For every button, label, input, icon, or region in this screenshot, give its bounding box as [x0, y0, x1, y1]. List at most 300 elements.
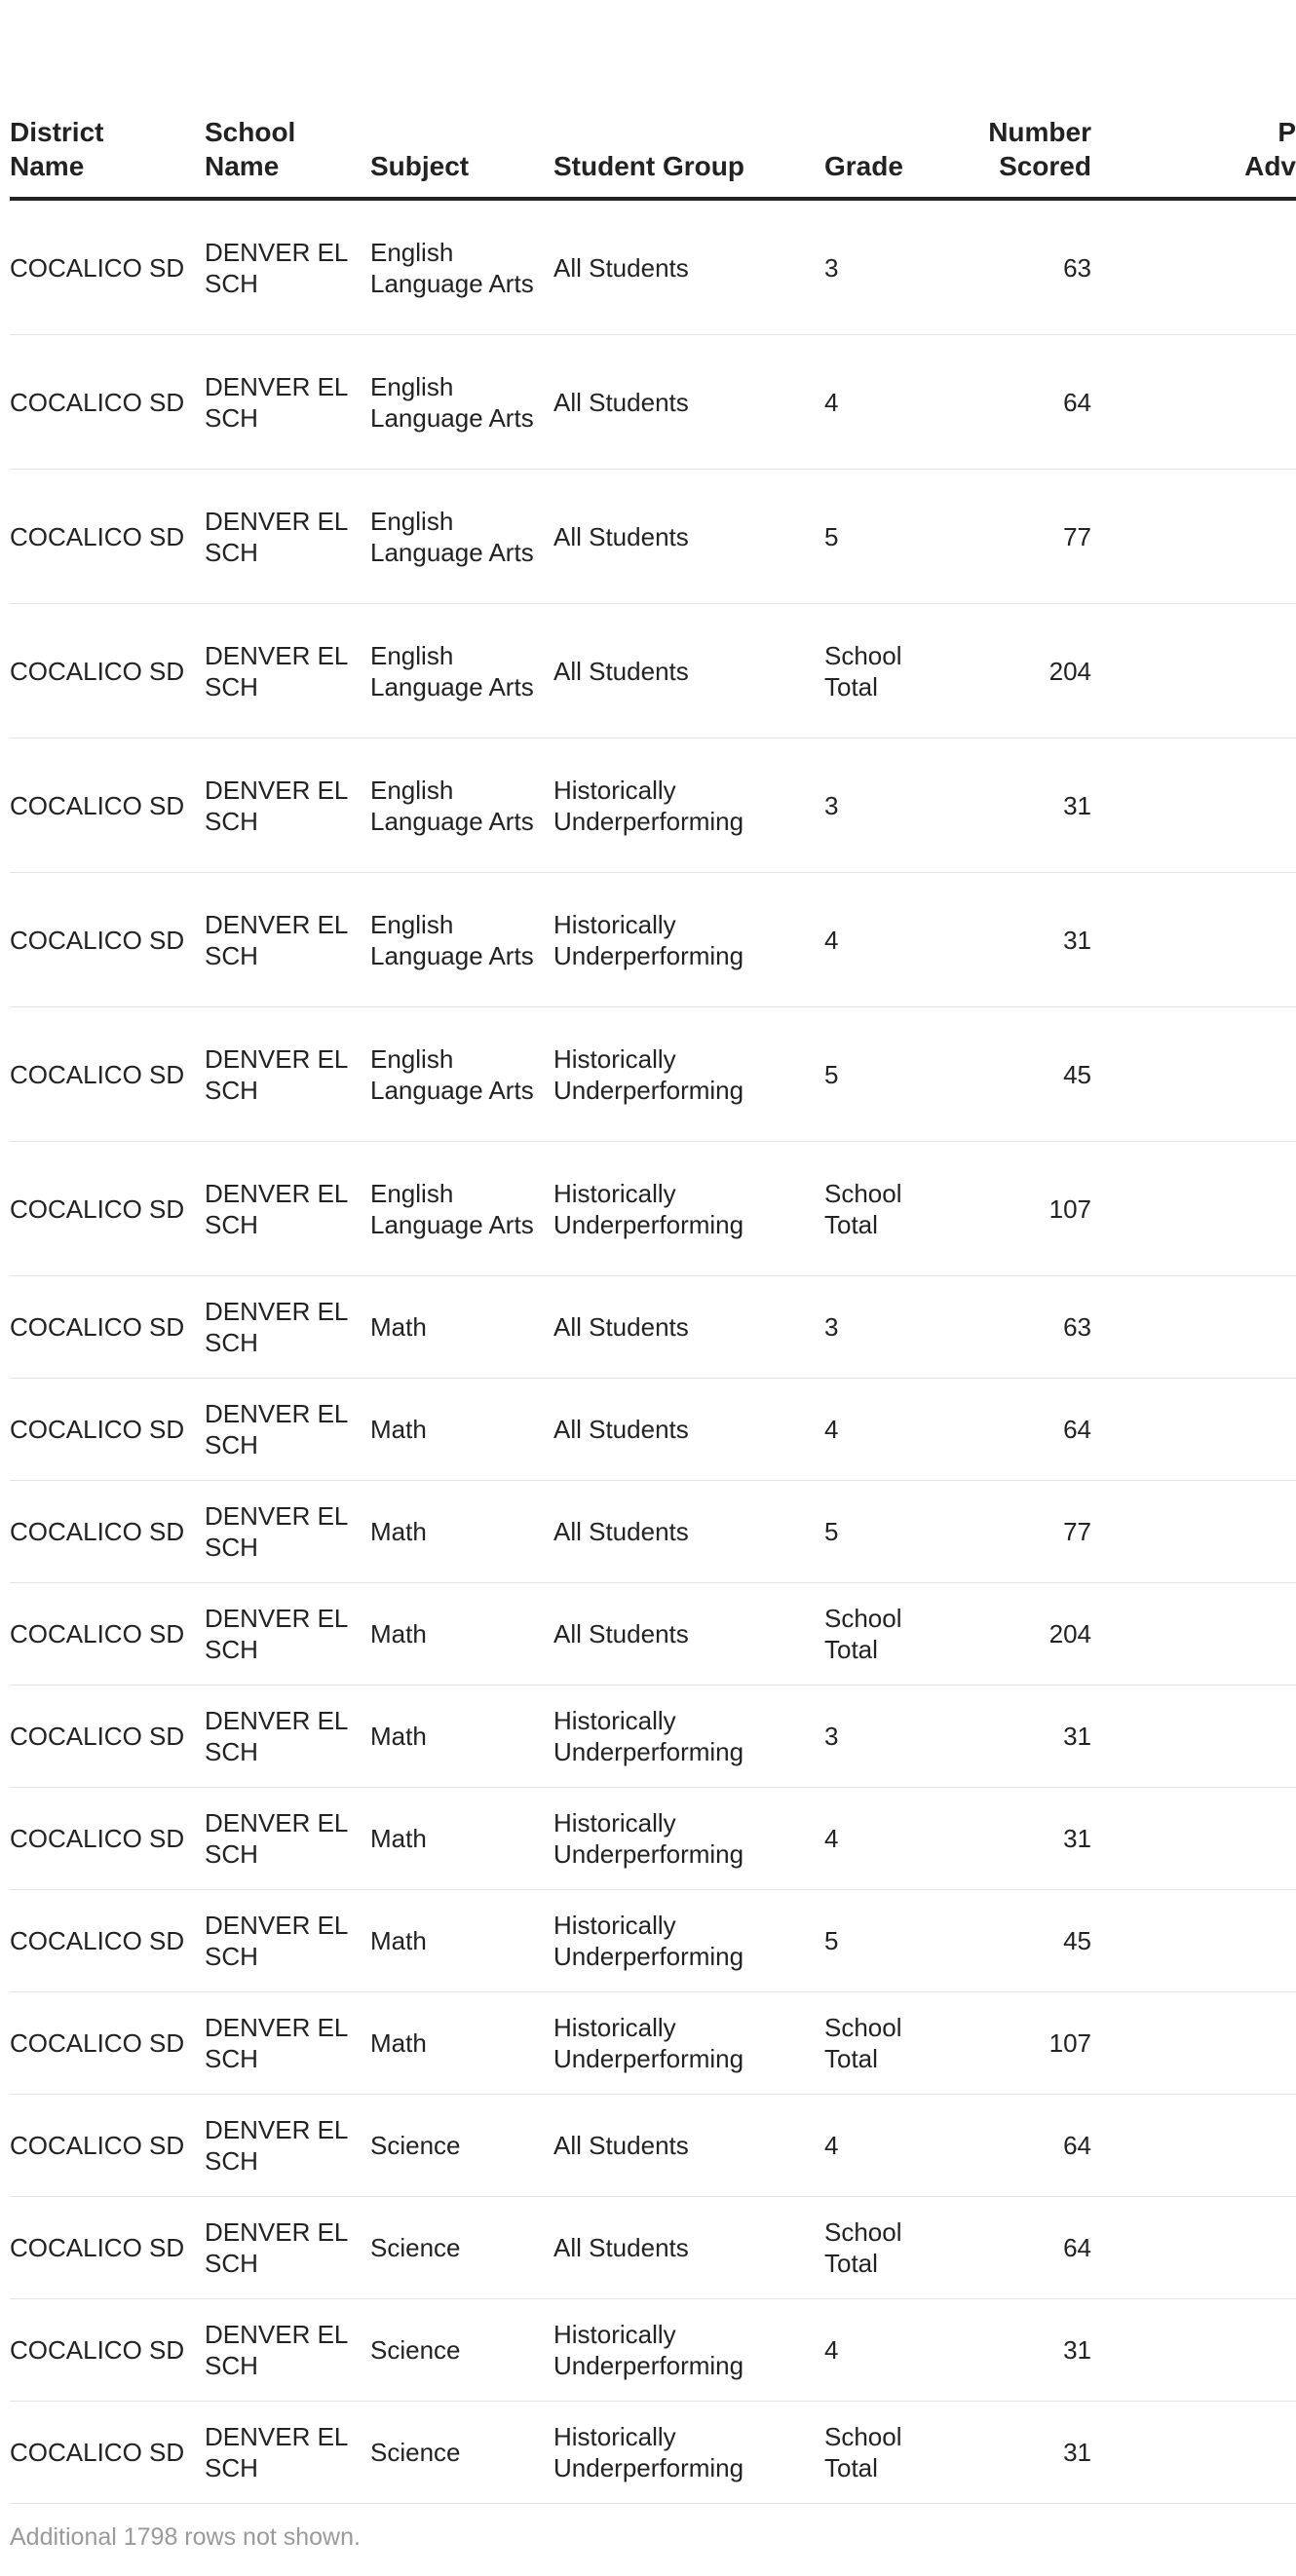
cell-subject	[370, 1142, 553, 1276]
cell-value: 204	[1048, 656, 1091, 686]
cell-school-name	[205, 1007, 370, 1142]
cell-grade	[824, 2197, 969, 2299]
table-row	[10, 1890, 1296, 1992]
table-row	[10, 1686, 1296, 1788]
cell-school-name	[205, 604, 370, 739]
cell-value: COCALICO SD	[10, 387, 185, 417]
table-row	[10, 1276, 1296, 1379]
cell-value: 4	[824, 1415, 839, 1444]
cell-value: 31	[1063, 790, 1091, 820]
cell-student-group	[553, 199, 824, 335]
cell-value: Math	[370, 1824, 427, 1853]
cell-school-name	[205, 873, 370, 1007]
cell-value: 77	[1063, 1517, 1091, 1546]
cell-student-group	[553, 2402, 824, 2504]
cell-value: 31	[1063, 2335, 1091, 2365]
cell-subject	[370, 604, 553, 739]
cell-district-name	[10, 604, 205, 739]
cell-subject	[370, 2197, 553, 2299]
cell-value: Science	[370, 2438, 461, 2467]
cell-district-name	[10, 2299, 205, 2402]
cell-value: Math	[370, 1722, 427, 1751]
cell-number-scored	[969, 1583, 1091, 1686]
cell-value: All Students	[553, 1517, 689, 1546]
cell-value: COCALICO SD	[10, 1619, 185, 1648]
column-header-truncated	[1091, 107, 1296, 199]
cell-truncated	[1091, 739, 1296, 873]
cell-grade	[824, 2095, 969, 2197]
cell-value: COCALICO SD	[10, 2335, 185, 2365]
cell-value: 4	[824, 2335, 839, 2365]
cell-value: Historically Underperforming	[553, 1808, 744, 1869]
cell-district-name	[10, 2095, 205, 2197]
cell-value: 4	[824, 2131, 839, 2160]
cell-number-scored	[969, 2299, 1091, 2402]
cell-grade	[824, 1992, 969, 2095]
cell-value: DENVER EL SCH	[205, 640, 348, 701]
cell-subject	[370, 1992, 553, 2095]
column-header-label: Number Scored	[988, 117, 1091, 181]
cell-value: Science	[370, 2131, 461, 2160]
cell-value: School Total	[824, 1178, 902, 1239]
cell-subject	[370, 1788, 553, 1890]
cell-value: DENVER EL SCH	[205, 1911, 348, 1971]
cell-value: Historically Underperforming	[553, 1178, 744, 1239]
cell-grade	[824, 1481, 969, 1583]
cell-value: DENVER EL SCH	[205, 2217, 348, 2278]
cell-grade	[824, 739, 969, 873]
column-header-number-scored	[969, 107, 1091, 199]
cell-value: 63	[1063, 1312, 1091, 1342]
cell-value: 4	[824, 387, 839, 417]
cell-grade	[824, 470, 969, 604]
cell-district-name	[10, 199, 205, 335]
cell-number-scored	[969, 1276, 1091, 1379]
cell-value: English Language Arts	[370, 909, 534, 970]
cell-grade	[824, 1276, 969, 1379]
cell-truncated	[1091, 199, 1296, 335]
cell-subject	[370, 2299, 553, 2402]
cell-value: DENVER EL SCH	[205, 1043, 348, 1105]
table-row	[10, 470, 1296, 604]
cell-number-scored	[969, 335, 1091, 470]
cell-value: COCALICO SD	[10, 1824, 185, 1853]
cell-value: Historically Underperforming	[553, 1706, 744, 1766]
cell-value: DENVER EL SCH	[205, 2320, 348, 2380]
cell-value: DENVER EL SCH	[205, 909, 348, 970]
cell-district-name	[10, 1481, 205, 1583]
cell-value: COCALICO SD	[10, 656, 185, 686]
cell-number-scored	[969, 1142, 1091, 1276]
cell-number-scored	[969, 1481, 1091, 1583]
cell-subject	[370, 2402, 553, 2504]
cell-student-group	[553, 1992, 824, 2095]
column-header-student-group	[553, 107, 824, 199]
column-header-subject	[370, 107, 553, 199]
cell-number-scored	[969, 2095, 1091, 2197]
table-row	[10, 2197, 1296, 2299]
cell-value: DENVER EL SCH	[205, 1297, 348, 1357]
cell-student-group	[553, 604, 824, 739]
cell-value: DENVER EL SCH	[205, 506, 348, 567]
cell-student-group	[553, 1379, 824, 1481]
rows-not-shown-note: Additional 1798 rows not shown.	[10, 2523, 361, 2551]
cell-number-scored	[969, 1890, 1091, 1992]
cell-value: All Students	[553, 1312, 689, 1342]
cell-school-name	[205, 1890, 370, 1992]
cell-school-name	[205, 2095, 370, 2197]
table-row	[10, 1583, 1296, 1686]
cell-district-name	[10, 470, 205, 604]
data-table	[10, 107, 1296, 2504]
cell-value: 64	[1063, 2131, 1091, 2160]
cell-value: Historically Underperforming	[553, 2320, 744, 2380]
cell-truncated	[1091, 1992, 1296, 2095]
cell-subject	[370, 470, 553, 604]
cell-value: 4	[824, 925, 839, 955]
table-row	[10, 873, 1296, 1007]
cell-value: Historically Underperforming	[553, 1043, 744, 1105]
cell-school-name	[205, 2197, 370, 2299]
cell-school-name	[205, 739, 370, 873]
column-header-label: School Name	[205, 117, 296, 181]
cell-value: 64	[1063, 387, 1091, 417]
cell-value: COCALICO SD	[10, 925, 185, 955]
cell-value: 31	[1063, 925, 1091, 955]
cell-district-name	[10, 873, 205, 1007]
table-row	[10, 2095, 1296, 2197]
cell-value: 77	[1063, 521, 1091, 551]
cell-value: 45	[1063, 1926, 1091, 1955]
cell-grade	[824, 1379, 969, 1481]
cell-student-group	[553, 1276, 824, 1379]
cell-value: COCALICO SD	[10, 1517, 185, 1546]
cell-subject	[370, 1890, 553, 1992]
column-header-school-name	[205, 107, 370, 199]
cell-truncated	[1091, 604, 1296, 739]
cell-subject	[370, 1583, 553, 1686]
cell-subject	[370, 873, 553, 1007]
cell-school-name	[205, 1276, 370, 1379]
cell-value: DENVER EL SCH	[205, 2115, 348, 2176]
cell-value: All Students	[553, 387, 689, 417]
cell-value: Science	[370, 2335, 461, 2365]
cell-value: DENVER EL SCH	[205, 1178, 348, 1239]
cell-student-group	[553, 470, 824, 604]
cell-subject	[370, 2095, 553, 2197]
cell-grade	[824, 2402, 969, 2504]
cell-school-name	[205, 1686, 370, 1788]
cell-value: All Students	[553, 656, 689, 686]
cell-value: All Students	[553, 521, 689, 551]
cell-value: DENVER EL SCH	[205, 1808, 348, 1869]
cell-value: COCALICO SD	[10, 1059, 185, 1089]
table-row	[10, 1379, 1296, 1481]
cell-value: Math	[370, 1619, 427, 1648]
cell-number-scored	[969, 1992, 1091, 2095]
cell-district-name	[10, 1379, 205, 1481]
cell-student-group	[553, 873, 824, 1007]
cell-truncated	[1091, 1276, 1296, 1379]
cell-number-scored	[969, 1379, 1091, 1481]
cell-value: All Students	[553, 2233, 689, 2262]
table-body	[10, 199, 1296, 2504]
cell-value: 5	[824, 1059, 839, 1089]
column-header-district-name	[10, 107, 205, 199]
table-row	[10, 2299, 1296, 2402]
cell-number-scored	[969, 199, 1091, 335]
column-header-grade	[824, 107, 969, 199]
cell-number-scored	[969, 1686, 1091, 1788]
cell-grade	[824, 1686, 969, 1788]
column-header-label: P Adv	[1244, 117, 1296, 181]
cell-value: 31	[1063, 1722, 1091, 1751]
cell-truncated	[1091, 1890, 1296, 1992]
cell-student-group	[553, 1583, 824, 1686]
cell-value: Historically Underperforming	[553, 2422, 744, 2482]
cell-student-group	[553, 1686, 824, 1788]
cell-student-group	[553, 739, 824, 873]
cell-value: 64	[1063, 1415, 1091, 1444]
cell-value: COCALICO SD	[10, 1926, 185, 1955]
cell-value: 5	[824, 1517, 839, 1546]
cell-subject	[370, 1379, 553, 1481]
cell-number-scored	[969, 739, 1091, 873]
cell-truncated	[1091, 2095, 1296, 2197]
cell-value: Math	[370, 1415, 427, 1444]
cell-grade	[824, 1788, 969, 1890]
cell-district-name	[10, 1788, 205, 1890]
cell-value: 63	[1063, 252, 1091, 283]
cell-number-scored	[969, 470, 1091, 604]
cell-grade	[824, 1583, 969, 1686]
cell-value: COCALICO SD	[10, 1193, 185, 1224]
cell-district-name	[10, 1007, 205, 1142]
cell-school-name	[205, 1583, 370, 1686]
cell-school-name	[205, 1379, 370, 1481]
table-row	[10, 739, 1296, 873]
cell-value: English Language Arts	[370, 1043, 534, 1105]
cell-truncated	[1091, 1686, 1296, 1788]
cell-truncated	[1091, 470, 1296, 604]
cell-value: Science	[370, 2233, 461, 2262]
column-header-label: Subject	[370, 151, 470, 181]
cell-value: English Language Arts	[370, 1178, 534, 1239]
cell-value: COCALICO SD	[10, 252, 185, 283]
cell-value: Math	[370, 1517, 427, 1546]
cell-truncated	[1091, 1142, 1296, 1276]
cell-value: English Language Arts	[370, 237, 534, 298]
cell-value: COCALICO SD	[10, 1415, 185, 1444]
cell-value: DENVER EL SCH	[205, 1501, 348, 1562]
cell-school-name	[205, 2299, 370, 2402]
cell-number-scored	[969, 604, 1091, 739]
cell-school-name	[205, 1481, 370, 1583]
cell-value: DENVER EL SCH	[205, 1604, 348, 1664]
cell-value: COCALICO SD	[10, 2233, 185, 2262]
cell-value: All Students	[553, 252, 689, 283]
cell-value: All Students	[553, 1415, 689, 1444]
cell-value: 204	[1048, 1619, 1091, 1648]
cell-value: DENVER EL SCH	[205, 1706, 348, 1766]
cell-district-name	[10, 1583, 205, 1686]
cell-truncated	[1091, 1481, 1296, 1583]
cell-value: 31	[1063, 2438, 1091, 2467]
cell-value: COCALICO SD	[10, 2028, 185, 2058]
cell-value: COCALICO SD	[10, 521, 185, 551]
cell-district-name	[10, 1142, 205, 1276]
cell-value: 107	[1048, 1193, 1091, 1224]
cell-value: DENVER EL SCH	[205, 2422, 348, 2482]
cell-value: 3	[824, 1722, 839, 1751]
cell-value: 3	[824, 252, 839, 283]
cell-grade	[824, 199, 969, 335]
cell-school-name	[205, 2402, 370, 2504]
header-row	[10, 107, 1296, 199]
cell-value: DENVER EL SCH	[205, 1399, 348, 1459]
cell-district-name	[10, 1890, 205, 1992]
cell-value: Historically Underperforming	[553, 909, 744, 970]
cell-value: School Total	[824, 2013, 902, 2073]
cell-value: 5	[824, 521, 839, 551]
cell-value: DENVER EL SCH	[205, 237, 348, 298]
cell-truncated	[1091, 2299, 1296, 2402]
cell-student-group	[553, 335, 824, 470]
cell-student-group	[553, 2095, 824, 2197]
cell-district-name	[10, 2197, 205, 2299]
cell-value: Math	[370, 1926, 427, 1955]
cell-value: COCALICO SD	[10, 790, 185, 820]
cell-student-group	[553, 1890, 824, 1992]
table-row	[10, 335, 1296, 470]
cell-truncated	[1091, 335, 1296, 470]
cell-grade	[824, 1890, 969, 1992]
cell-grade	[824, 2299, 969, 2402]
table-row	[10, 1992, 1296, 2095]
table-row	[10, 1481, 1296, 1583]
cell-grade	[824, 873, 969, 1007]
cell-value: 45	[1063, 1059, 1091, 1089]
cell-value: COCALICO SD	[10, 2438, 185, 2467]
cell-district-name	[10, 1686, 205, 1788]
cell-student-group	[553, 1007, 824, 1142]
cell-value: 107	[1048, 2028, 1091, 2058]
cell-grade	[824, 1007, 969, 1142]
column-header-label: Grade	[824, 151, 903, 181]
cell-school-name	[205, 1788, 370, 1890]
cell-value: COCALICO SD	[10, 1722, 185, 1751]
cell-subject	[370, 739, 553, 873]
cell-number-scored	[969, 1007, 1091, 1142]
column-header-label: District Name	[10, 117, 104, 181]
cell-subject	[370, 1481, 553, 1583]
cell-district-name	[10, 2402, 205, 2504]
cell-value: All Students	[553, 1619, 689, 1648]
cell-school-name	[205, 470, 370, 604]
cell-student-group	[553, 1481, 824, 1583]
table-row	[10, 1142, 1296, 1276]
cell-value: 3	[824, 1312, 839, 1342]
cell-district-name	[10, 335, 205, 470]
table-row	[10, 1788, 1296, 1890]
cell-truncated	[1091, 873, 1296, 1007]
cell-value: School Total	[824, 1604, 902, 1664]
cell-value: Math	[370, 1312, 427, 1342]
column-header-label: Student Group	[553, 151, 744, 181]
cell-school-name	[205, 1992, 370, 2095]
cell-value: 3	[824, 790, 839, 820]
cell-number-scored	[969, 2197, 1091, 2299]
cell-grade	[824, 1142, 969, 1276]
cell-value: English Language Arts	[370, 506, 534, 567]
cell-value: School Total	[824, 2217, 902, 2278]
cell-value: Math	[370, 2028, 427, 2058]
cell-truncated	[1091, 1788, 1296, 1890]
table-row	[10, 2402, 1296, 2504]
cell-school-name	[205, 335, 370, 470]
cell-subject	[370, 199, 553, 335]
cell-school-name	[205, 199, 370, 335]
table-header	[10, 107, 1296, 199]
cell-school-name	[205, 1142, 370, 1276]
cell-value: COCALICO SD	[10, 1312, 185, 1342]
table-row	[10, 1007, 1296, 1142]
cell-truncated	[1091, 1007, 1296, 1142]
cell-truncated	[1091, 2197, 1296, 2299]
table-row	[10, 199, 1296, 335]
cell-subject	[370, 1007, 553, 1142]
cell-value: English Language Arts	[370, 775, 534, 836]
cell-grade	[824, 604, 969, 739]
cell-value: School Total	[824, 2422, 902, 2482]
cell-value: Historically Underperforming	[553, 775, 744, 836]
cell-number-scored	[969, 2402, 1091, 2504]
cell-subject	[370, 335, 553, 470]
cell-value: Historically Underperforming	[553, 1911, 744, 1971]
cell-number-scored	[969, 873, 1091, 1007]
cell-student-group	[553, 2299, 824, 2402]
cell-value: 4	[824, 1824, 839, 1853]
cell-value: 64	[1063, 2233, 1091, 2262]
cell-student-group	[553, 2197, 824, 2299]
cell-truncated	[1091, 2402, 1296, 2504]
cell-value: 31	[1063, 1824, 1091, 1853]
cell-subject	[370, 1686, 553, 1788]
cell-student-group	[553, 1142, 824, 1276]
cell-value: Historically Underperforming	[553, 2013, 744, 2073]
cell-value: DENVER EL SCH	[205, 775, 348, 836]
table-row	[10, 604, 1296, 739]
cell-student-group	[553, 1788, 824, 1890]
cell-district-name	[10, 1276, 205, 1379]
cell-truncated	[1091, 1583, 1296, 1686]
cell-value: DENVER EL SCH	[205, 2013, 348, 2073]
cell-value: COCALICO SD	[10, 2131, 185, 2160]
cell-subject	[370, 1276, 553, 1379]
cell-value: 5	[824, 1926, 839, 1955]
cell-value: School Total	[824, 640, 902, 701]
data-table-container	[10, 107, 1296, 2504]
cell-grade	[824, 335, 969, 470]
cell-value: English Language Arts	[370, 640, 534, 701]
cell-district-name	[10, 739, 205, 873]
cell-district-name	[10, 1992, 205, 2095]
cell-value: English Language Arts	[370, 371, 534, 433]
cell-number-scored	[969, 1788, 1091, 1890]
cell-truncated	[1091, 1379, 1296, 1481]
cell-value: All Students	[553, 2131, 689, 2160]
cell-value: DENVER EL SCH	[205, 371, 348, 433]
